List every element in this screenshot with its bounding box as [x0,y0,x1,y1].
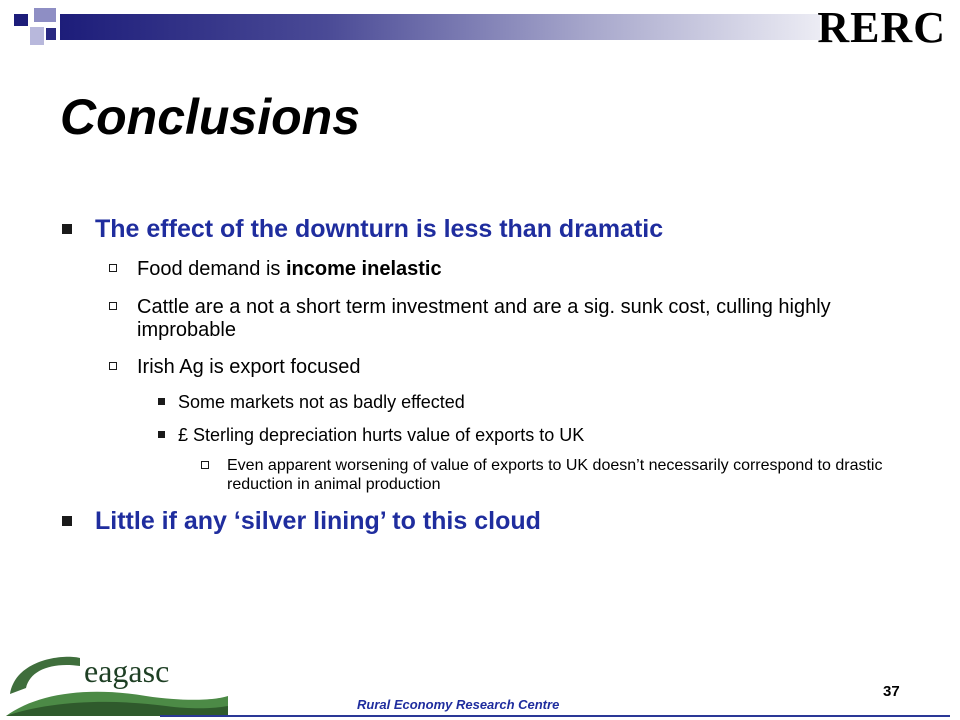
teagasc-logo [6,650,228,716]
sub-bullet-food-demand [137,258,927,281]
corner-square-4 [46,28,56,40]
logo-swoosh [10,657,80,694]
slide-title: Conclusions [60,89,361,145]
sub-bullet-cattle: Cattle are a not a short term investment and are a sig. sunk cost, culling highly improbable [137,296,927,342]
deep-bullet-exports: Even apparent worsening of value of exports to UK doesn’t necessarily correspond to drastic reduction in animal production [227,456,917,494]
sub-sub-bullet-markets: Some markets not as badly effected [178,392,465,412]
footer-org-name: Rural Economy Research Centre [357,697,560,712]
page-number: 37 [883,683,900,700]
teagasc-logo-text: eagasc [84,653,170,689]
food-demand-text: Food demand is [137,258,286,280]
header-gradient-bar [60,14,820,40]
corner-square-1 [14,14,28,26]
income-inelastic-text: income inelastic [285,258,442,280]
sub-bullet-irish-ag: Irish Ag is export focused [137,356,927,379]
footer-line [160,715,950,717]
bullet-downturn: The effect of the downturn is less than dramatic [95,215,664,243]
corner-square-2 [34,8,56,22]
corner-square-3 [30,27,44,45]
bullet-silver-lining: Little if any ‘silver lining’ to this cloud [95,507,541,535]
rerc-logo: RERC [817,3,946,52]
sub-sub-bullet-sterling: £ Sterling depreciation hurts value of exports to UK [178,425,585,445]
